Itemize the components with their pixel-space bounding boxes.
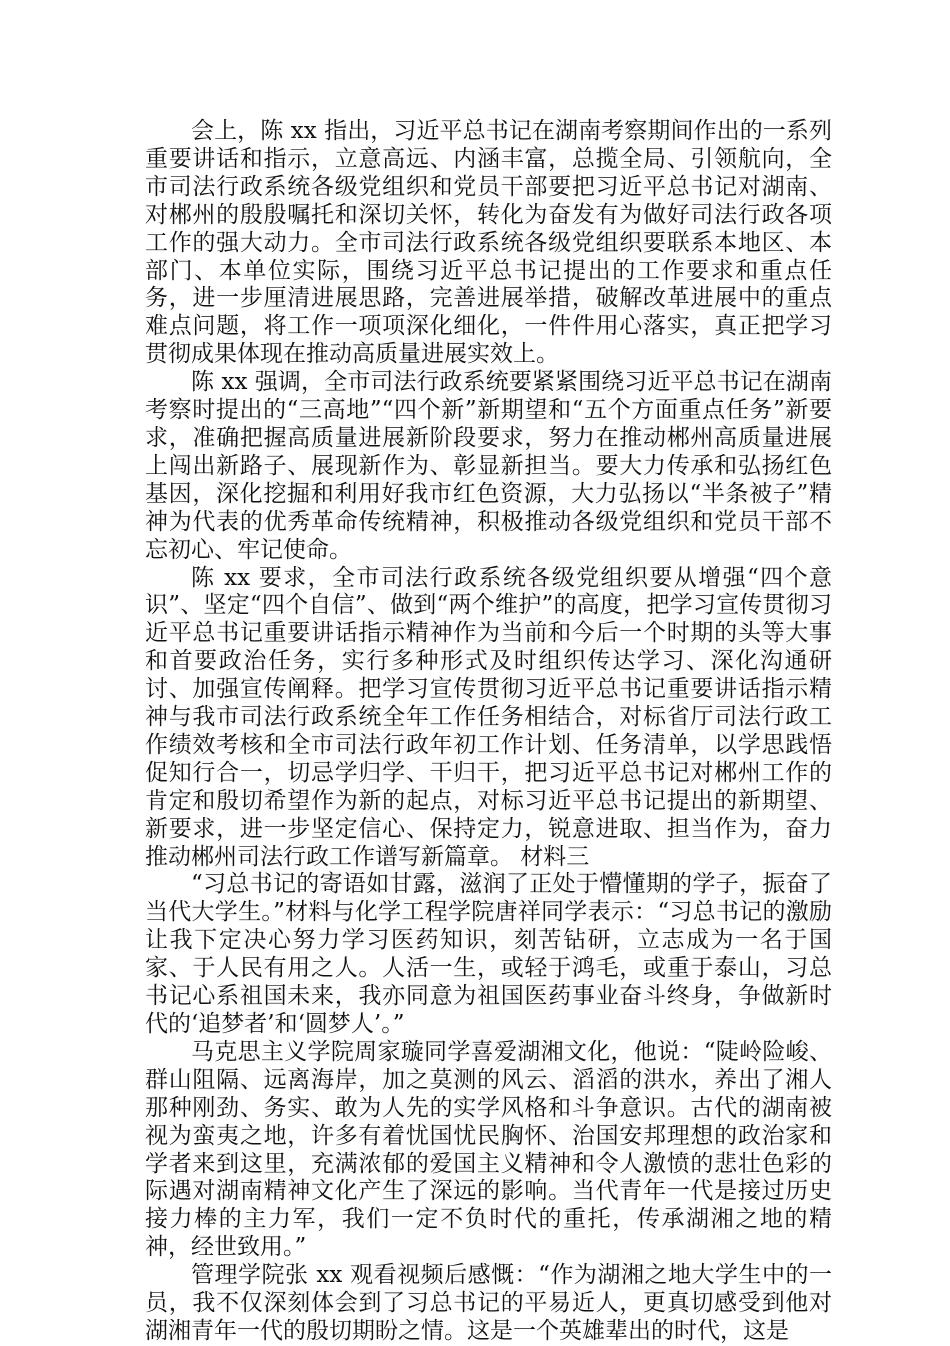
paragraph-2: 陈 xx 强调，全市司法行政系统要紧紧围绕习近平总书记在湖南考察时提出的“三高地”“四个新”新期望和“五个方面重点任务”新要求，准确把握高质量进展新阶段要求，努力在推动郴州高质量进展上闯出新路子、展现新作为、彰显新担当。要大力传承和弘扬红色基因，深化挖掘和利用好我市红色资源，大力弘扬以“半条被子”精神为代表的优秀革命传统精神，积极推动各级党组织和党员干部不忘初心、牢记使命。	[145, 369, 832, 563]
paragraph-4: “习总书记的寄语如甘露，滋润了正处于懵懂期的学子，振奋了当代大学生。”材料与化学工程学院唐祥同学表示：“习总书记的激励让我下定决心努力学习医药知识，刻苦钻研，立志成为一名于国家、于人民有用之人。人活一生，或轻于鸿毛，或重于泰山，习总书记心系祖国未来，我亦同意为祖国医药事业奋斗终身，争做新时代的‘追梦者’和‘圆梦人’。”	[145, 871, 832, 1037]
paragraph-3: 陈 xx 要求，全市司法行政系统各级党组织要从增强“四个意识”、坚定“四个自信”、做到“两个维护”的高度，把学习宣传贯彻习近平总书记重要讲话指示精神作为当前和今后一个时期的头等大事和首要政治任务，实行多种形式及时组织传达学习、深化沟通研讨、加强宣传阐释。把学习宣传贯彻习近平总书记重要讲话指示精神与我市司法行政系统全年工作任务相结合，对标省厅司法行政工作绩效考核和全市司法行政年初工作计划、任务清单，以学思践悟促知行合一，切忌学归学、干归干，把习近平总书记对郴州工作的肯定和殷切希望作为新的起点，对标习近平总书记提出的新期望、新要求，进一步坚定信心、保持定力，锐意进取、担当作为，奋力推动郴州司法行政工作谱写新篇章。 材料三	[145, 564, 832, 870]
paragraph-6: 管理学院张 xx 观看视频后感慨：“作为湖湘之地大学生中的一员，我不仅深刻体会到了习总书记的平易近人，更真切感受到他对湖湘青年一代的殷切期盼之情。这是一个英雄辈出的时代，这是	[145, 1262, 832, 1344]
paragraph-5: 马克思主义学院周家璇同学喜爱湖湘文化，他说：“陡岭险峻、群山阻隔、远离海岸，加之莫测的风云、滔滔的洪水，养出了湘人那种刚劲、务实、敢为人先的实学风格和斗争意识。古代的湖南被视为蛮夷之地，许多有着忧国忧民胸怀、治国安邦理想的政治家和学者来到这里，充满浓郁的爱国主义精神和令人激愤的悲壮色彩的际遇对湖南精神文化产生了深远的影响。当代青年一代是接过历史接力棒的主力军，我们一定不负时代的重托，传承湖湘之地的精神，经世致用。”	[145, 1038, 832, 1261]
paragraph-1: 会上，陈 xx 指出，习近平总书记在湖南考察期间作出的一系列重要讲话和指示，立意高远、内涵丰富，总揽全局、引领航向，全市司法行政系统各级党组织和党员干部要把习近平总书记对湖南、对郴州的殷殷嘱托和深切关怀，转化为奋发有为做好司法行政各项工作的强大动力。全市司法行政系统各级党组织要联系本地区、本部门、本单位实际，围绕习近平总书记提出的工作要求和重点任务，进一步厘清进展思路，完善进展举措，破解改革进展中的重点难点问题，将工作一项项深化细化，一件件用心落实，真正把学习贯彻成果体现在推动高质量进展实效上。	[145, 118, 832, 368]
document-body	[145, 118, 832, 1346]
